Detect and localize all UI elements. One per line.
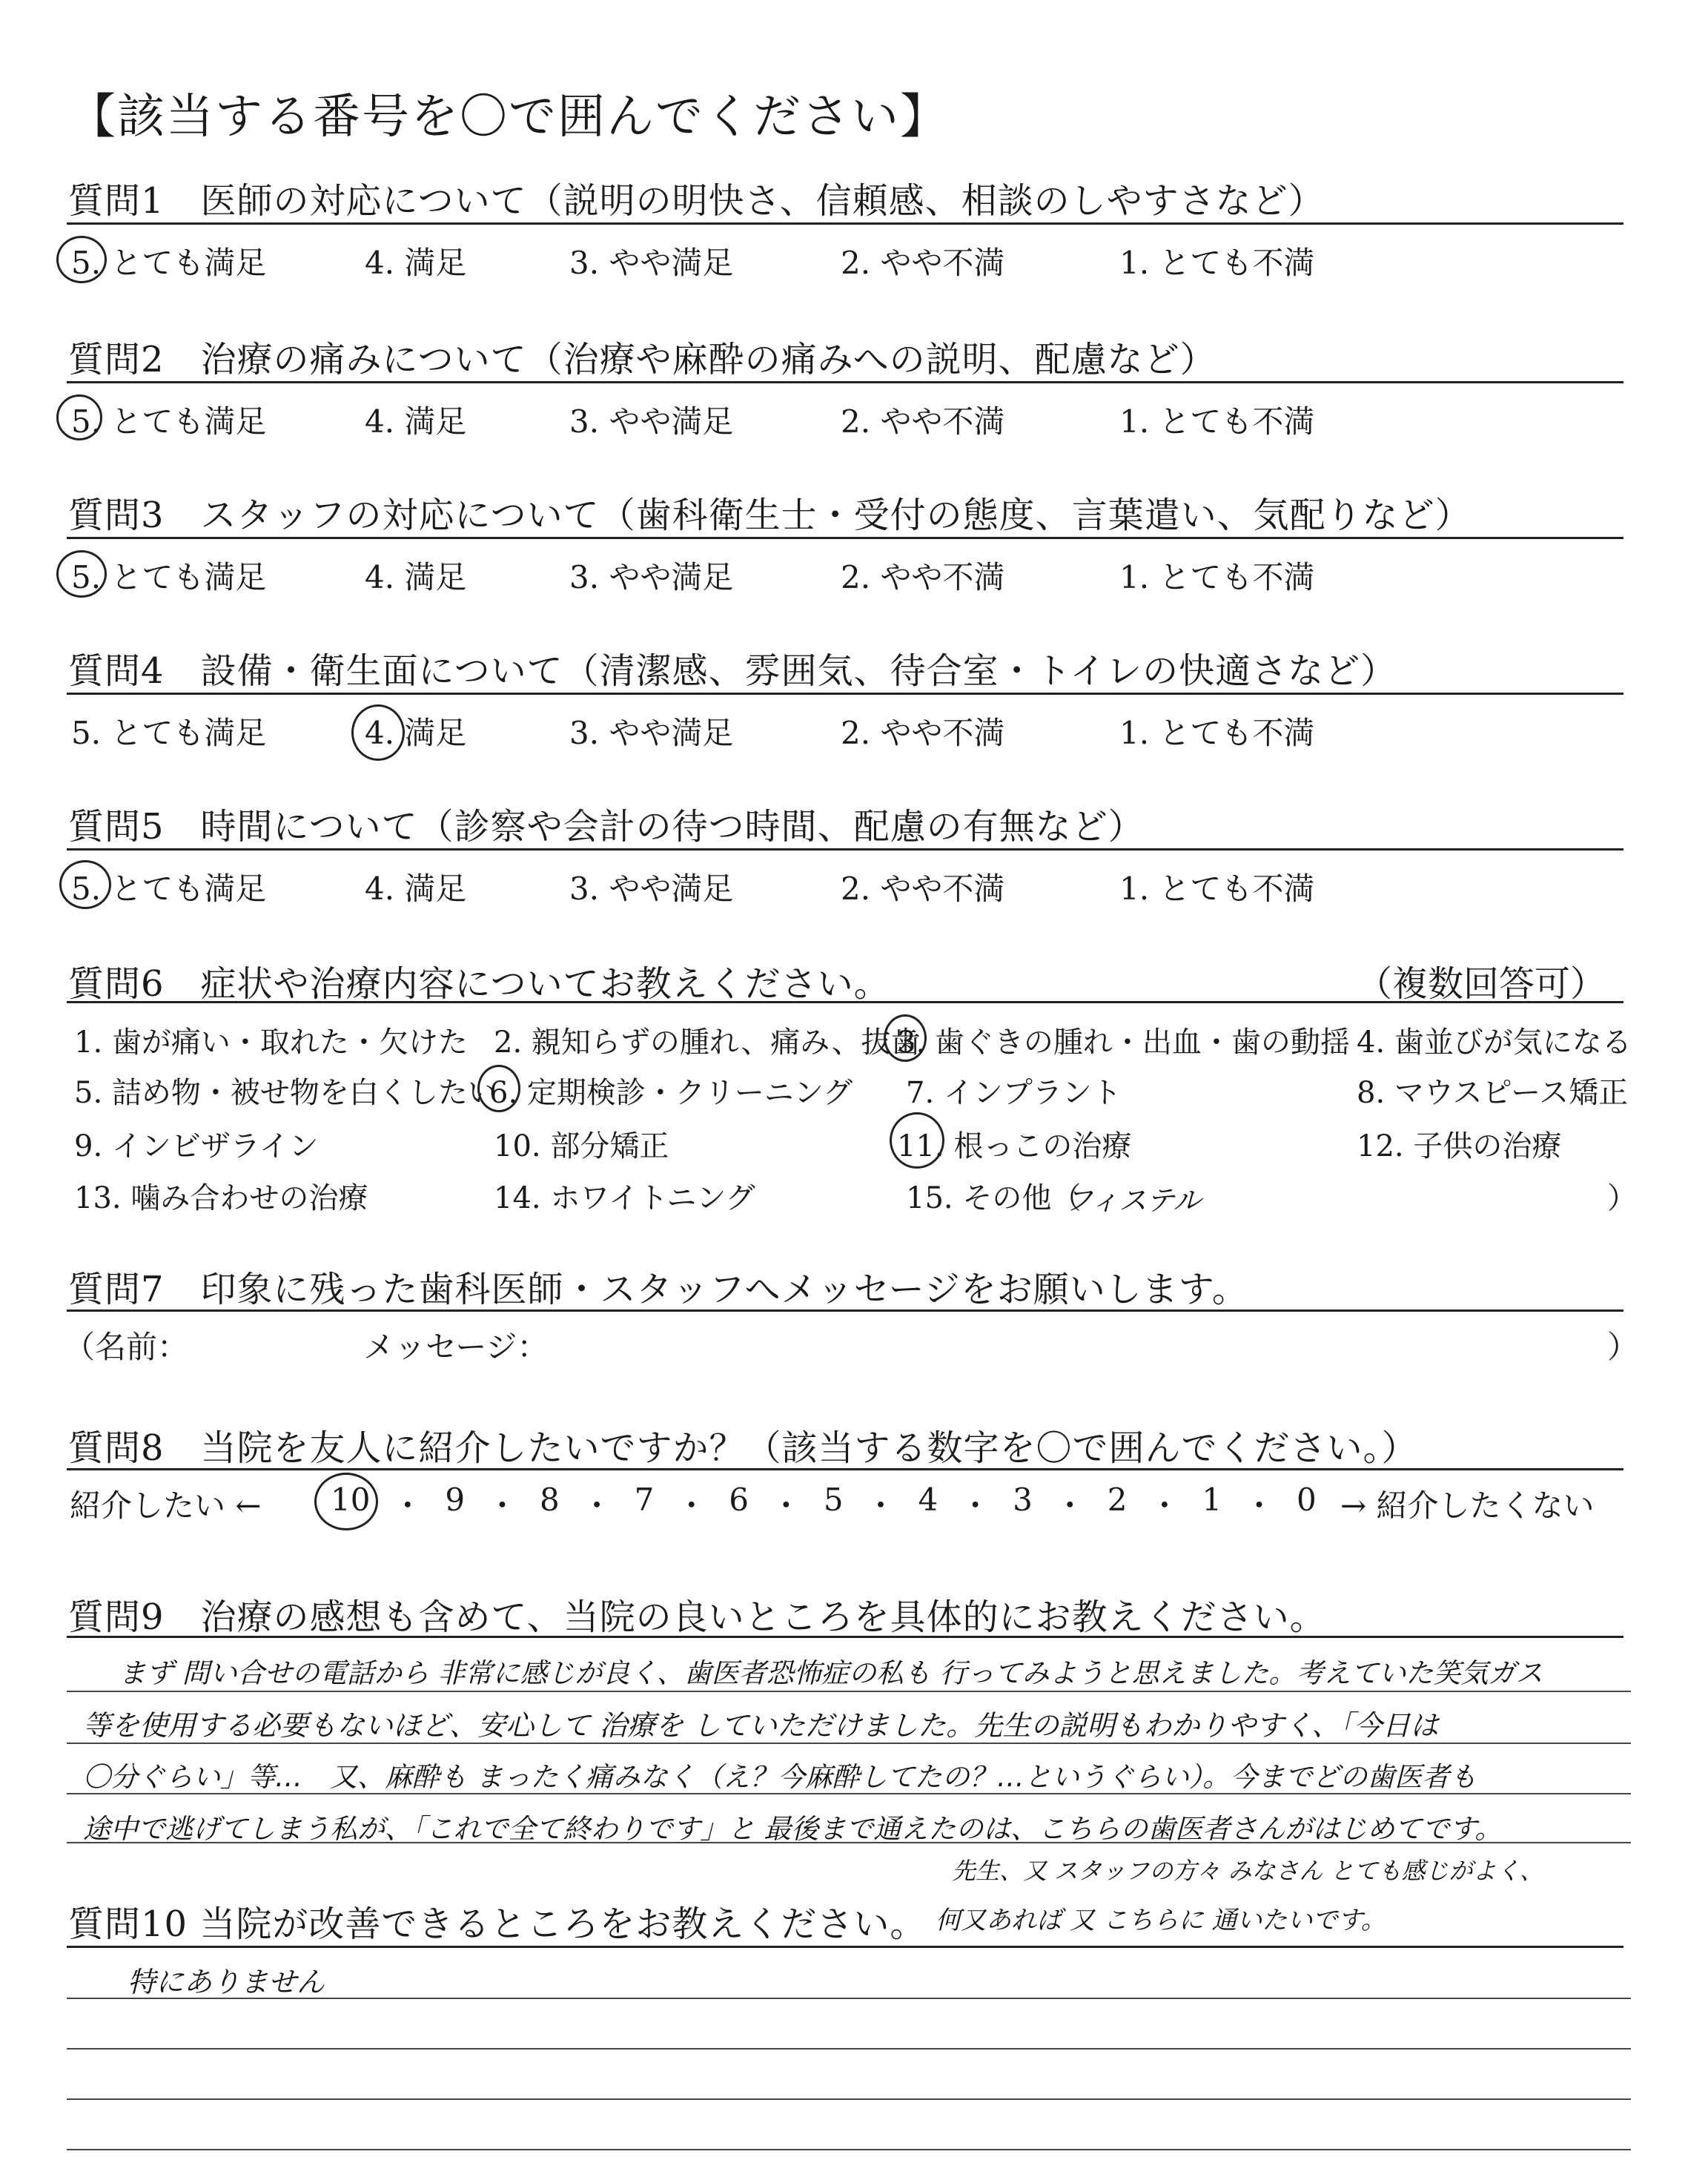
q8-title: 質問8 当院を友人に紹介したいですか？（該当する数字を〇で囲んでください。） xyxy=(68,1427,1418,1469)
q6-item-15[interactable]: 15. その他（ xyxy=(906,1181,1082,1215)
q6-item-13[interactable]: 13. 噛み合わせの治療 xyxy=(74,1181,368,1215)
q1-rule xyxy=(67,222,1623,225)
q5-selected-circle xyxy=(59,860,111,909)
q3-option-4[interactable]: 4. 満足 xyxy=(365,559,467,595)
q6-item-7[interactable]: 7. インプラント xyxy=(906,1076,1122,1110)
q6-item-4[interactable]: 4. 歯並びが気になる xyxy=(1357,1025,1632,1060)
q4-option-4[interactable]: 4. 満足 xyxy=(365,715,467,751)
q8-scale-0[interactable]: 0 xyxy=(1296,1482,1317,1518)
q2-option-5[interactable]: 5. とても満足 xyxy=(71,403,267,440)
q10-write-line xyxy=(67,1998,1631,1999)
q6-selected-circle-6 xyxy=(477,1065,520,1112)
q8-right-label: → 紹介したくない xyxy=(1340,1487,1595,1524)
q8-scale-10[interactable]: 10 xyxy=(331,1482,371,1518)
q8-scale-4[interactable]: 4 xyxy=(918,1482,939,1518)
q7-title: 質問7 印象に残った歯科医師・スタッフへメッセージをお願いします。 xyxy=(68,1269,1248,1310)
q1-option-2[interactable]: 2. やや不満 xyxy=(841,245,1005,281)
q6-item-12[interactable]: 12. 子供の治療 xyxy=(1357,1129,1562,1163)
q3-option-3[interactable]: 3. やや満足 xyxy=(569,559,734,595)
q4-selected-circle xyxy=(351,704,405,761)
q8-scale-6[interactable]: 6 xyxy=(729,1482,749,1518)
q8-scale-2[interactable]: 2 xyxy=(1107,1482,1128,1518)
q6-selected-circle-3 xyxy=(884,1014,927,1062)
q6-item-9[interactable]: 9. インビザライン xyxy=(74,1129,319,1163)
q5-option-5[interactable]: 5. とても満足 xyxy=(71,871,267,907)
q8-scale-dot: ・ xyxy=(581,1487,613,1524)
q1-title: 質問1 医師の対応について（説明の明快さ、信頼感、相談のしやすさなど） xyxy=(68,180,1325,222)
q8-scale-dot: ・ xyxy=(770,1487,802,1524)
q10-write-line xyxy=(67,2048,1631,2050)
q5-title: 質問5 時間について（診察や会計の待つ時間、配慮の有無など） xyxy=(68,806,1145,848)
q9-answer-line-4: 途中で逃げてしまう私が、「これで全て終わりです」と 最後まで通えたのは、こちらの歯医者さんがはじめてです。 xyxy=(83,1813,1503,1845)
q4-option-3[interactable]: 3. やや満足 xyxy=(569,715,734,751)
q10-extra-comment-top: 先生、又 スタッフの方々 みなさん とても感じがよく、 xyxy=(952,1857,1543,1885)
q6-title: 質問6 症状や治療内容についてお教えください。 xyxy=(68,963,890,1005)
q7-rule xyxy=(67,1309,1623,1312)
q8-scale-dot: ・ xyxy=(1148,1487,1180,1524)
q6-item-14[interactable]: 14. ホワイトニング xyxy=(494,1181,755,1215)
q2-option-3[interactable]: 3. やや満足 xyxy=(569,403,734,440)
q8-scale-1[interactable]: 1 xyxy=(1202,1482,1222,1518)
q3-selected-circle xyxy=(56,550,107,598)
q7-close: ） xyxy=(1607,1329,1639,1365)
q6-selected-circle-11 xyxy=(890,1112,944,1169)
q4-rule xyxy=(67,693,1623,695)
q9-answer-line-3: 〇分ぐらい」等… 又、麻酔も まったく痛みなく（え？今麻酔してたの？…というぐらい）。今までどの歯医者も xyxy=(83,1761,1477,1793)
q3-option-2[interactable]: 2. やや不満 xyxy=(841,559,1005,595)
q4-option-2[interactable]: 2. やや不満 xyxy=(841,715,1005,751)
q8-selected-circle xyxy=(314,1473,378,1530)
q10-extra-comment-inline: 何又あれば 又 こちらに 通いたいです。 xyxy=(936,1906,1386,1935)
q1-option-1[interactable]: 1. とても不満 xyxy=(1119,245,1315,281)
q4-title: 質問4 設備・衛生面について（清潔感、雰囲気、待合室・トイレの快適さなど） xyxy=(68,650,1397,692)
q5-option-3[interactable]: 3. やや満足 xyxy=(569,871,734,907)
q10-write-line xyxy=(67,2149,1631,2150)
q8-scale-dot: ・ xyxy=(1243,1487,1275,1524)
q10-write-line xyxy=(67,2098,1631,2100)
q6-item-11[interactable]: 11. 根っこの治療 xyxy=(897,1129,1132,1163)
q1-selected-circle xyxy=(56,236,107,283)
q9-write-line xyxy=(67,1842,1631,1843)
q10-title: 質問10 当院が改善できるところをお教えください。 xyxy=(68,1903,927,1945)
q8-scale-dot: ・ xyxy=(391,1487,423,1524)
q5-option-4[interactable]: 4. 満足 xyxy=(365,871,467,907)
q9-answer-line-2: 等を使用する必要もないほど、安心して 治療を していただけました。先生の説明もわかりやすく、「今日は xyxy=(83,1709,1439,1742)
q4-option-1[interactable]: 1. とても不満 xyxy=(1119,715,1315,751)
q8-scale-9[interactable]: 9 xyxy=(445,1482,466,1518)
q7-name-field[interactable] xyxy=(178,1318,356,1360)
q8-scale-dot: ・ xyxy=(486,1487,518,1524)
q5-rule xyxy=(67,848,1623,851)
q8-scale-dot: ・ xyxy=(1054,1487,1086,1524)
q6-item-5[interactable]: 5. 詰め物・被せ物を白くしたい xyxy=(74,1076,497,1110)
q6-item-8[interactable]: 8. マウスピース矯正 xyxy=(1357,1076,1629,1110)
q9-write-line xyxy=(67,1691,1631,1692)
q7-message-field[interactable] xyxy=(556,1318,1594,1360)
q6-item-2[interactable]: 2. 親知らずの腫れ、痛み、抜歯 xyxy=(494,1025,921,1060)
q2-option-1[interactable]: 1. とても不満 xyxy=(1119,403,1315,440)
q8-scale-8[interactable]: 8 xyxy=(539,1482,560,1518)
q3-option-1[interactable]: 1. とても不満 xyxy=(1119,559,1315,595)
q4-option-5[interactable]: 5. とても満足 xyxy=(71,715,267,751)
q9-write-line xyxy=(67,1743,1631,1744)
q2-title: 質問2 治療の痛みについて（治療や麻酔の痛みへの説明、配慮など） xyxy=(68,339,1217,380)
q3-rule xyxy=(67,537,1623,539)
q2-option-4[interactable]: 4. 満足 xyxy=(365,403,467,440)
q2-selected-circle xyxy=(56,394,102,440)
q9-title: 質問9 治療の感想も含めて、当院の良いところを具体的にお教えください。 xyxy=(68,1596,1326,1638)
q5-option-1[interactable]: 1. とても不満 xyxy=(1119,871,1315,907)
q2-rule xyxy=(67,381,1623,383)
q6-item-1[interactable]: 1. 歯が痛い・取れた・欠けた xyxy=(74,1025,468,1060)
q9-answer-line-1: まず 問い合せの電話から 非常に感じが良く、歯医者恐怖症の私も 行ってみようと思えました。考えていた笑気ガス xyxy=(119,1657,1543,1689)
q6-rule xyxy=(67,1001,1623,1003)
q8-scale-5[interactable]: 5 xyxy=(823,1482,844,1518)
q5-option-2[interactable]: 2. やや不満 xyxy=(841,871,1005,907)
q6-other-close: ） xyxy=(1607,1181,1637,1215)
q1-option-3[interactable]: 3. やや満足 xyxy=(569,245,734,281)
q7-message-label: メッセージ： xyxy=(363,1329,549,1365)
q8-scale-dot: ・ xyxy=(675,1487,707,1524)
q8-scale-dot: ・ xyxy=(959,1487,991,1524)
q6-other-answer: フィステル xyxy=(1065,1184,1202,1217)
q8-rule xyxy=(67,1468,1623,1470)
q9-rule xyxy=(67,1636,1623,1638)
q8-scale-7[interactable]: 7 xyxy=(634,1482,655,1518)
q1-option-4[interactable]: 4. 満足 xyxy=(365,245,467,281)
q1-option-5[interactable]: 5. とても満足 xyxy=(71,245,267,281)
q8-scale-3[interactable]: 3 xyxy=(1013,1482,1033,1518)
q8-scale-dot: ・ xyxy=(865,1487,897,1524)
q3-option-5[interactable]: 5. とても満足 xyxy=(71,559,267,595)
q7-name-label: （名前： xyxy=(64,1329,189,1365)
q8-scale xyxy=(331,1482,1317,1526)
q2-option-2[interactable]: 2. やや不満 xyxy=(841,403,1005,440)
q6-item-6[interactable]: 6. 定期検診・クリーニング xyxy=(489,1076,853,1110)
q8-left-label: 紹介したい ← xyxy=(70,1487,262,1524)
q10-rule xyxy=(67,1946,1623,1948)
form-header: 【該当する番号を〇で囲んでください】 xyxy=(68,90,949,145)
q6-item-3[interactable]: 3. 歯ぐきの腫れ・出血・歯の動揺 xyxy=(897,1025,1350,1060)
q9-write-line xyxy=(67,1793,1631,1794)
q6-item-10[interactable]: 10. 部分矯正 xyxy=(494,1129,669,1163)
q3-title: 質問3 スタッフの対応について（歯科衛生士・受付の態度、言葉遣い、気配りなど） xyxy=(68,495,1472,536)
q10-answer: 特にありません xyxy=(128,1966,325,1998)
q6-multiple-note: （複数回答可） xyxy=(1357,963,1606,1005)
